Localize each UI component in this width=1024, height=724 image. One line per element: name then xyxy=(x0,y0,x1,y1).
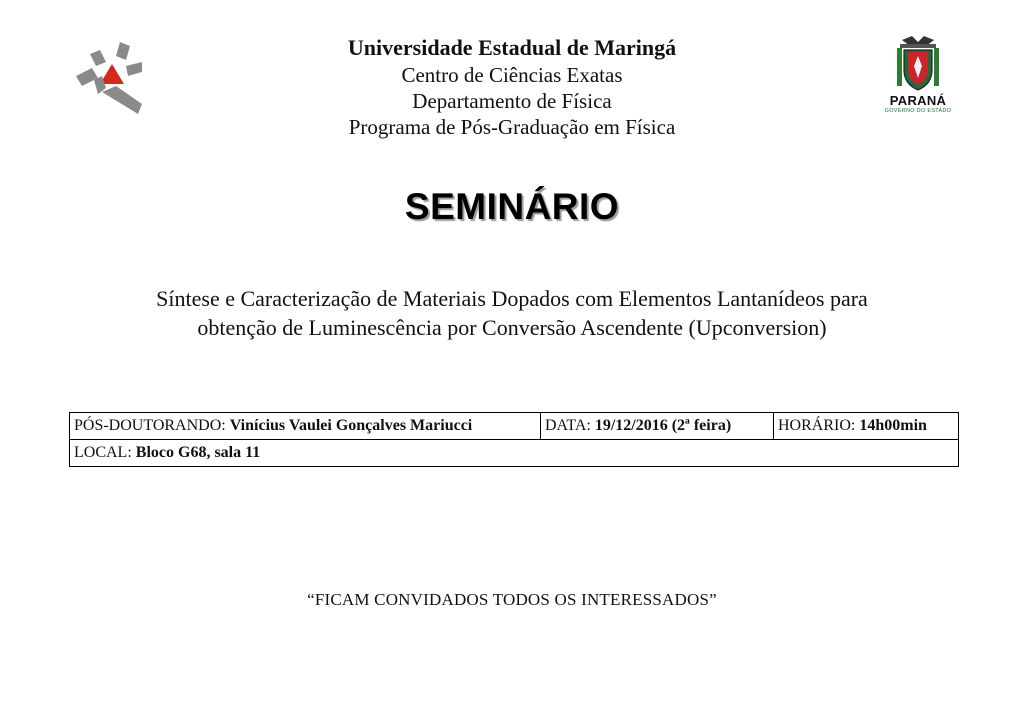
seminar-title-line1: Síntese e Caracterização de Materiais Dopados com Elementos Lantanídeos para xyxy=(156,286,868,311)
table-row xyxy=(70,413,959,440)
event-type-heading: SEMINÁRIO xyxy=(404,186,620,227)
parana-name: PARANÁ xyxy=(889,93,947,108)
invitation-text: “FICAM CONVIDADOS TODOS OS INTERESSADOS” xyxy=(307,590,717,609)
location-label: LOCAL: xyxy=(74,444,132,461)
date-label: DATA: xyxy=(545,417,591,434)
institution-header xyxy=(212,34,812,140)
presenter-label: PÓS-DOUTORANDO: xyxy=(74,417,226,434)
presenter-value: Vinícius Vaulei Gonçalves Mariucci xyxy=(229,417,473,434)
program-name: Programa de Pós-Graduação em Física xyxy=(348,115,676,139)
seminar-info-table xyxy=(69,412,959,467)
location-cell xyxy=(70,440,959,467)
presenter-cell xyxy=(70,413,541,440)
parana-logo xyxy=(880,34,956,126)
department-name: Departamento de Física xyxy=(412,89,612,113)
university-name: Universidade Estadual de Maringá xyxy=(347,35,677,60)
seminar-title-line2: obtenção de Luminescência por Conversão Ascendente (Upconversion) xyxy=(197,315,827,340)
time-cell xyxy=(774,413,959,440)
parana-coat-of-arms-icon xyxy=(896,34,940,92)
parana-subtitle: GOVERNO DO ESTADO xyxy=(884,108,952,114)
date-value: 19/12/2016 (2ª feira) xyxy=(594,417,732,434)
table-row xyxy=(70,440,959,467)
center-name: Centro de Ciências Exatas xyxy=(401,63,623,87)
time-value: 14h00min xyxy=(859,417,927,434)
time-label: HORÁRIO: xyxy=(778,417,856,434)
seminar-title xyxy=(60,284,964,342)
date-cell xyxy=(541,413,774,440)
uem-logo-icon xyxy=(72,40,144,118)
location-value: Bloco G68, sala 11 xyxy=(135,444,261,461)
